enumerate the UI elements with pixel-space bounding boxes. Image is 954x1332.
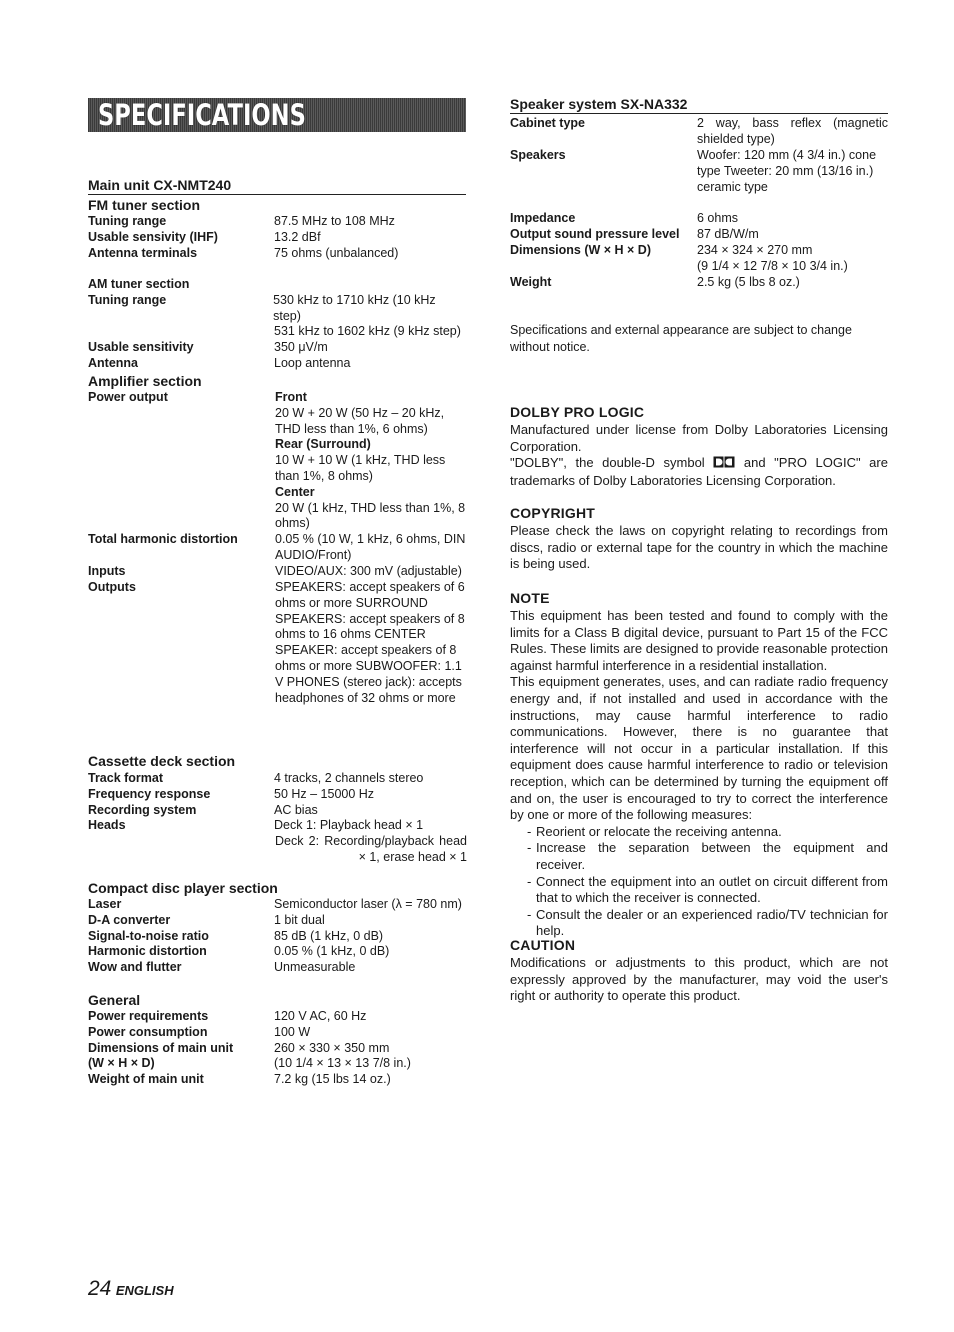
list-item: - Reorient or relocate the receiving antenna. — [510, 824, 888, 841]
front-label: Front — [275, 390, 307, 404]
spec-value: Unmeasurable — [274, 960, 356, 975]
dimensions-value: 234 × 324 × 270 mm — [697, 243, 813, 257]
spec-label: Antenna terminals — [88, 245, 198, 260]
spec-value: 85 dB (1 kHz, 0 dB) — [274, 928, 384, 943]
cassette-section-title: Cassette deck section — [88, 753, 236, 769]
dolby-text — [510, 422, 888, 489]
copyright-title: COPYRIGHT — [510, 505, 596, 521]
spec-value: 100 W — [274, 1024, 311, 1039]
caution-title: CAUTION — [510, 937, 576, 953]
amplifier-section-title: Amplifier section — [88, 373, 202, 389]
general-section-title: General — [88, 992, 141, 1008]
spec-row — [88, 324, 466, 340]
spec-label: Tuning range — [88, 292, 167, 307]
spec-row — [88, 340, 466, 356]
list-item: - Connect the equipment into an outlet on circuit different from that to which the receiver is connected. — [510, 874, 888, 907]
spec-row — [88, 803, 466, 819]
cd-section-title: Compact disc player section — [88, 880, 278, 896]
spec-row — [88, 230, 466, 246]
spec-label: Power requirements — [88, 1009, 209, 1023]
spec-row — [88, 1072, 466, 1088]
outputs-value: SPEAKERS: accept speakers of 6 ohms or more SURROUND SPEAKERS: accept speakers of 8 ohms to 16 ohms CENTER SPEAKER: accept speakers of 8 ohms or more SUBWOOFER: 1.1 V PHONES (stereo jack): accepts headphones of 32 ohms or more — [275, 580, 465, 705]
spec-value: (10 1/4 × 13 × 13 7/8 in.) — [274, 1056, 411, 1071]
spec-value: 120 V AC, 60 Hz — [274, 1009, 367, 1023]
cabinet-value: 2 way, bass reflex (magnetic shielded type) — [697, 116, 888, 146]
spec-label: Power consumption — [88, 1024, 208, 1039]
spec-value: 1 bit dual — [274, 912, 325, 927]
weight-value: 2.5 kg (5 lbs 8 oz.) — [697, 275, 800, 289]
specifications-banner — [88, 98, 466, 132]
copyright-text: Please check the laws on copyright relating to recordings from discs, radio or external tape for the country in which the machine is being used. — [510, 523, 888, 572]
spec-value: 0.05 % (1 kHz, 0 dB) — [274, 944, 390, 959]
spec-value: 350 μV/m — [274, 340, 328, 355]
spec-label: Frequency response — [88, 786, 211, 801]
spec-label: Wow and flutter — [88, 960, 182, 975]
note-body — [510, 608, 888, 940]
fm-section-title: FM tuner section — [88, 197, 201, 213]
spec-label: Antenna — [88, 355, 138, 370]
thd-value: 0.05 % (10 W, 1 kHz, 6 ohms, DIN AUDIO/Front) — [275, 532, 466, 562]
am-spec-table — [88, 277, 466, 372]
dimensions-label: Dimensions (W × H × D) — [510, 243, 651, 257]
spec-value: 531 kHz to 1602 kHz (9 kHz step) — [274, 324, 461, 339]
spec-value: 13.2 dBf — [274, 229, 321, 244]
list-item: - Increase the separation between the equipment and receiver. — [510, 840, 888, 873]
spec-label: Dimensions of main unit — [88, 1040, 234, 1055]
spec-label: Harmonic distortion — [88, 944, 207, 959]
spec-label: Signal-to-noise ratio — [88, 928, 209, 943]
impedance-value: 6 ohms — [697, 211, 738, 225]
inputs-label: Inputs — [88, 564, 126, 578]
spec-row — [88, 246, 466, 262]
rear-value: 10 W + 10 W (1 kHz, THD less than 1%, 8 ohms) — [275, 453, 446, 483]
spec-row — [88, 818, 466, 834]
spec-row — [88, 913, 466, 929]
spec-label: Tuning range — [88, 214, 167, 228]
spec-label: D-A converter — [88, 912, 171, 927]
dolby-text-b: and "PRO LOGIC" are trademarks of Dolby Laboratories Licensing Corporation. — [510, 455, 888, 488]
spec-value: Loop antenna — [274, 355, 351, 370]
note-title: NOTE — [510, 590, 550, 606]
spec-value: 4 tracks, 2 channels stereo — [274, 771, 424, 785]
measures-list — [510, 824, 888, 940]
spec-value: 75 ohms (unbalanced) — [274, 245, 399, 260]
spec-row — [88, 356, 466, 372]
heads-extra-value: Deck 2: Recording/playback head × 1, erase head × 1 — [275, 834, 467, 864]
power-output-values — [275, 390, 467, 532]
speakers-label: Speakers — [510, 148, 566, 162]
dolby-title: DOLBY PRO LOGIC — [510, 404, 645, 420]
list-item: - Consult the dealer or an experienced radio/TV technician for help. — [510, 907, 888, 940]
weight-label: Weight — [510, 275, 552, 289]
spec-row — [88, 293, 466, 325]
spec-label — [88, 324, 274, 340]
center-value: 20 W (1 kHz, THD less than 1%, 8 ohms) — [275, 500, 466, 531]
cabinet-label: Cabinet type — [510, 116, 586, 130]
speakers-value: Woofer: 120 mm (4 3/4 in.) cone type Tweeter: 20 mm (13/16 in.) ceramic type — [697, 148, 877, 194]
dimensions-value-inches: (9 1/4 × 12 7/8 × 10 3/4 in.) — [697, 259, 848, 273]
spec-label: Usable sensivity (IHF) — [88, 229, 218, 244]
cassette-spec-table — [88, 771, 466, 834]
caution-text: Modifications or adjustments to this product, which are not expressly approved by the manufacturer, may void the user's right or authority to operate this product. — [510, 955, 888, 1004]
note-paragraph-2: This equipment generates, uses, and can radiate radio frequency energy and, if not installed and used in accordance with the instructions, may cause harmful interference to radio communications. However, there is no guarantee that interference will not occur in a particular installation. If this equipment does cause harmful interference to radio or television reception, which can be determined by turning the equipment off and on, the user is encouraged to try to correct the interference by one or more of the following measures: — [510, 674, 888, 823]
note-paragraph-1: This equipment has been tested and found to comply with the limits for a Class B digital device, pursuant to Part 15 of the FCC Rules. These limits are designed to provide reasonable protection against harmful interference in a residential installation. — [510, 608, 888, 673]
spec-row — [88, 897, 466, 913]
front-value: 20 W + 20 W (50 Hz – 20 kHz, THD less than 1%, 6 ohms) — [275, 405, 445, 436]
speaker-heading: Speaker system SX-NA332 — [510, 96, 688, 112]
spec-value: 7.2 kg (15 lbs 14 oz.) — [274, 1072, 391, 1087]
spec-row — [88, 1025, 466, 1041]
spec-value: Semiconductor laser (λ = 780 nm) — [274, 897, 462, 911]
outputs-label: Outputs — [88, 580, 136, 594]
spec-value: 260 × 330 × 350 mm — [274, 1040, 390, 1055]
spec-row — [88, 771, 466, 787]
spec-value: Deck 1: Playback head × 1 — [274, 818, 424, 833]
spec-row — [88, 214, 466, 230]
double-d-icon — [713, 456, 735, 473]
center-label: Center — [275, 484, 315, 499]
spec-label: Usable sensitivity — [88, 340, 194, 355]
spec-label: Heads — [88, 818, 126, 833]
spec-value: 530 kHz to 1710 kHz (10 kHz step) — [273, 292, 436, 323]
dolby-paragraph-2 — [510, 455, 888, 489]
spec-label: (W × H × D) — [88, 1056, 155, 1071]
cd-spec-table — [88, 897, 466, 976]
spec-row — [88, 944, 466, 960]
general-spec-table — [88, 1009, 466, 1088]
spec-row — [88, 1056, 466, 1072]
page-language: ENGLISH — [115, 1283, 174, 1298]
spec-row — [88, 1009, 466, 1025]
page-footer — [88, 1277, 174, 1301]
am-section-title: AM tuner section — [88, 277, 190, 291]
spl-value: 87 dB/W/m — [697, 227, 759, 241]
spl-label: Output sound pressure level — [510, 227, 680, 241]
spec-label: Recording system — [88, 802, 197, 817]
spec-label: Track format — [88, 771, 164, 785]
main-unit-heading: Main unit CX-NMT240 — [88, 177, 232, 193]
spec-row — [88, 1041, 466, 1057]
dolby-paragraph-1: Manufactured under license from Dolby Laboratories Licensing Corporation. — [510, 422, 888, 454]
spec-value: AC bias — [274, 802, 318, 817]
spec-label: Weight of main unit — [88, 1072, 204, 1087]
spec-value: 50 Hz – 15000 Hz — [274, 786, 375, 801]
speaker-rule — [510, 113, 888, 114]
change-notice: Specifications and external appearance are subject to change without notice. — [510, 323, 852, 354]
spec-row — [88, 787, 466, 803]
fm-spec-table — [88, 214, 466, 261]
inputs-value: VIDEO/AUX: 300 mV (adjustable) — [275, 564, 462, 578]
main-unit-rule — [88, 194, 466, 195]
dolby-text-a: "DOLBY", the double-D symbol — [510, 455, 705, 471]
spec-row — [88, 929, 466, 945]
banner-title: SPECIFICATIONS — [98, 98, 306, 132]
rear-label: Rear (Surround) — [275, 437, 371, 452]
impedance-label: Impedance — [510, 211, 576, 225]
page-number: 24 — [88, 1277, 112, 1300]
spec-row — [88, 960, 466, 976]
power-output-label: Power output — [88, 390, 168, 404]
spec-value: 87.5 MHz to 108 MHz — [274, 214, 395, 228]
spec-label: Laser — [88, 897, 122, 911]
thd-label: Total harmonic distortion — [88, 532, 238, 546]
